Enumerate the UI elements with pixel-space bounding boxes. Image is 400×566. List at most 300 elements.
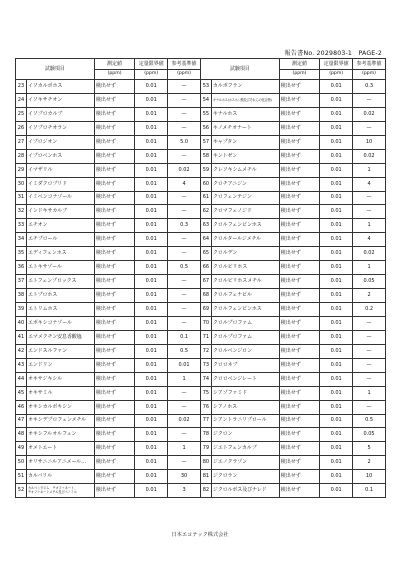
unit-label: (ppm) <box>353 70 386 80</box>
quantitation-limit: 0.01 <box>320 316 353 330</box>
item-number: 74 <box>200 372 211 386</box>
item-number: 48 <box>16 428 27 442</box>
measured-value: 検出せず <box>279 316 319 330</box>
table-row <box>16 400 386 414</box>
item-name: クロチアニジン <box>211 177 279 191</box>
measured-value: 検出せず <box>279 442 319 456</box>
reference-standard: 0.3 <box>353 80 386 94</box>
item-name: シアノホス <box>211 400 279 414</box>
quantitation-limit: 0.01 <box>135 289 168 303</box>
quantitation-limit: 0.01 <box>320 135 353 149</box>
item-number: 28 <box>16 149 27 163</box>
item-name: シアントラニリプロール <box>211 414 279 428</box>
quantitation-limit: 0.01 <box>135 135 168 149</box>
table-row <box>16 456 386 470</box>
item-number: 78 <box>200 428 211 442</box>
quantitation-limit: 0.01 <box>135 107 168 121</box>
quantitation-limit: 0.01 <box>320 289 353 303</box>
measured-value: 検出せず <box>279 470 319 484</box>
quantitation-limit: 0.01 <box>320 219 353 233</box>
item-name: エポキシコナゾール <box>26 316 94 330</box>
table-row <box>16 219 386 233</box>
item-name: イミダクロプリド <box>26 177 94 191</box>
reference-standard: — <box>168 121 201 135</box>
quantitation-limit: 0.01 <box>320 330 353 344</box>
item-name: オキサジキシル <box>26 372 94 386</box>
quantitation-limit: 0.01 <box>320 233 353 247</box>
reference-standard: 0.02 <box>353 107 386 121</box>
measured-value: 検出せず <box>94 247 134 261</box>
measured-value: 検出せず <box>94 470 134 484</box>
item-name: オメトエート <box>26 442 94 456</box>
table-row <box>16 303 386 317</box>
quantitation-limit: 0.01 <box>135 247 168 261</box>
item-number: 37 <box>16 275 27 289</box>
item-name: クロルタールジメチル <box>211 233 279 247</box>
table-row <box>16 247 386 261</box>
measured-value: 検出せず <box>279 163 319 177</box>
quantitation-limit: 0.01 <box>135 400 168 414</box>
item-number: 42 <box>16 344 27 358</box>
item-number: 30 <box>16 177 27 191</box>
quantitation-limit: 0.01 <box>135 344 168 358</box>
reference-standard: — <box>353 93 386 107</box>
item-name: エトフェンプロックス <box>26 275 94 289</box>
item-number: 43 <box>16 358 27 372</box>
item-name-line1: カルベンダジム、チオファネート、 <box>27 485 77 490</box>
item-number: 59 <box>200 163 211 177</box>
quantitation-limit: 0.01 <box>320 372 353 386</box>
quantitation-limit: 0.01 <box>135 275 168 289</box>
item-number: 51 <box>16 470 27 484</box>
measured-value: 検出せず <box>94 400 134 414</box>
quantitation-limit: 0.01 <box>320 358 353 372</box>
reference-standard: — <box>353 358 386 372</box>
reference-standard: — <box>168 205 201 219</box>
company-name: 日本エコテック株式会社 <box>171 532 229 538</box>
header-standard-right: 参考基準値 <box>353 59 386 70</box>
measured-value: 検出せず <box>94 414 134 428</box>
item-number: 39 <box>16 303 27 317</box>
item-name: クレソキシムメチル <box>211 163 279 177</box>
item-name: ジクロラン <box>211 470 279 484</box>
item-name: クロルデン <box>211 247 279 261</box>
reference-standard: 4 <box>353 233 386 247</box>
quantitation-limit: 0.01 <box>320 163 353 177</box>
quantitation-limit: 0.01 <box>320 275 353 289</box>
item-number: 36 <box>16 261 27 275</box>
measured-value: 検出せず <box>279 219 319 233</box>
item-name: クロロベンジレート <box>211 372 279 386</box>
item-number: 64 <box>200 233 211 247</box>
quantitation-limit: 0.01 <box>135 205 168 219</box>
item-name: エチプロール <box>26 233 94 247</box>
report-number: 報告書No. 2029803-1 PAGE-2 <box>284 50 382 57</box>
item-name: クロルベンジロン <box>211 344 279 358</box>
item-name: キャプタン <box>211 135 279 149</box>
measured-value: 検出せず <box>94 442 134 456</box>
quantitation-limit: 0.01 <box>320 149 353 163</box>
measured-value: 検出せず <box>94 80 134 94</box>
reference-standard: — <box>168 275 201 289</box>
measured-value: 検出せず <box>279 428 319 442</box>
item-name: エンドスルファン <box>26 344 94 358</box>
reference-standard: 1 <box>168 372 201 386</box>
item-number: 68 <box>200 289 211 303</box>
item-name: オリサニニルアニメール… <box>26 456 94 470</box>
item-name: エチオン <box>26 219 94 233</box>
item-number: 72 <box>200 344 211 358</box>
measured-value: 検出せず <box>94 219 134 233</box>
item-number: 46 <box>16 400 27 414</box>
item-number: 31 <box>16 191 27 205</box>
table-row <box>16 442 386 456</box>
item-number: 61 <box>200 191 211 205</box>
item-name: キントゼン <box>211 149 279 163</box>
measured-value: 検出せず <box>279 233 319 247</box>
item-number: 69 <box>200 303 211 317</box>
measured-value: 検出せず <box>279 414 319 428</box>
item-name: ジクロルボス及びナレド <box>211 484 279 498</box>
item-number: 54 <box>200 93 211 107</box>
measured-value: 検出せず <box>279 275 319 289</box>
table-row <box>16 233 386 247</box>
item-name: クロルフェンビンホス <box>211 219 279 233</box>
reference-standard: — <box>353 372 386 386</box>
item-number: 41 <box>16 330 27 344</box>
measured-value: 検出せず <box>279 303 319 317</box>
reference-standard: 5.0 <box>168 135 201 149</box>
table-row <box>16 289 386 303</box>
reference-standard: 4 <box>168 177 201 191</box>
table-row <box>16 386 386 400</box>
item-number: 27 <box>16 135 27 149</box>
table-row <box>16 275 386 289</box>
item-name: オキサミル <box>26 386 94 400</box>
measured-value: 検出せず <box>279 289 319 303</box>
item-name: クロルフェナピル <box>211 289 279 303</box>
reference-standard: — <box>353 205 386 219</box>
header-result-right: 測定値 <box>279 59 319 70</box>
quantitation-limit: 0.01 <box>135 484 168 498</box>
item-name: クロルフェンビンホス <box>211 303 279 317</box>
quantitation-limit: 0.01 <box>320 205 353 219</box>
table-row <box>16 80 386 94</box>
item-number: 66 <box>200 261 211 275</box>
quantitation-limit: 0.01 <box>320 386 353 400</box>
reference-standard: 0.5 <box>353 414 386 428</box>
measured-value: 検出せず <box>279 135 319 149</box>
quantitation-limit: 0.01 <box>320 456 353 470</box>
measured-value: 検出せず <box>94 372 134 386</box>
quantitation-limit: 0.01 <box>135 177 168 191</box>
table-row <box>16 414 386 428</box>
quantitation-limit: 0.01 <box>320 442 353 456</box>
item-number: 53 <box>200 80 211 94</box>
reference-standard: — <box>168 107 201 121</box>
table-row <box>16 93 386 107</box>
measured-value: 検出せず <box>279 372 319 386</box>
item-number: 56 <box>200 121 211 135</box>
quantitation-limit: 0.01 <box>320 93 353 107</box>
item-number: 26 <box>16 121 27 135</box>
item-name: イマザリル <box>26 163 94 177</box>
item-number: 25 <box>16 107 27 121</box>
item-number: 60 <box>200 177 211 191</box>
reference-standard: 5 <box>353 442 386 456</box>
measured-value: 検出せず <box>279 247 319 261</box>
measured-value: 検出せず <box>279 107 319 121</box>
quantitation-limit: 0.01 <box>135 93 168 107</box>
measured-value: 検出せず <box>94 93 134 107</box>
reference-standard: 3 <box>168 484 201 498</box>
table-row <box>16 428 386 442</box>
item-name: カルバリル <box>26 470 94 484</box>
quantitation-limit: 0.01 <box>135 330 168 344</box>
unit-label: (ppm) <box>94 70 134 80</box>
item-number: 35 <box>16 247 27 261</box>
measured-value: 検出せず <box>94 386 134 400</box>
reference-standard: — <box>168 93 201 107</box>
quantitation-limit: 0.01 <box>320 344 353 358</box>
table-row <box>16 484 386 498</box>
quantitation-limit: 0.01 <box>135 163 168 177</box>
item-name: キノメチオナート <box>211 121 279 135</box>
item-name: イプロジオン <box>26 135 94 149</box>
measured-value: 検出せず <box>279 484 319 498</box>
header-standard-left: 参考基準値 <box>168 59 201 70</box>
item-number: 47 <box>16 414 27 428</box>
item-name <box>26 484 94 498</box>
unit-label: (ppm) <box>320 70 353 80</box>
measured-value: 検出せず <box>279 330 319 344</box>
quantitation-limit: 0.01 <box>135 372 168 386</box>
measured-value: 検出せず <box>94 275 134 289</box>
reference-standard: — <box>168 80 201 94</box>
item-name: オキシデプロフェンメチル <box>26 414 94 428</box>
quantitation-limit: 0.01 <box>135 261 168 275</box>
item-name: ジクロン <box>211 428 279 442</box>
quantitation-limit: 0.01 <box>135 80 168 94</box>
table-row <box>16 372 386 386</box>
measured-value: 検出せず <box>94 261 134 275</box>
measured-value: 検出せず <box>279 205 319 219</box>
reference-standard: — <box>168 303 201 317</box>
measured-value: 検出せず <box>94 121 134 135</box>
measured-value: 検出せず <box>94 428 134 442</box>
measured-value: 検出せず <box>279 386 319 400</box>
measured-value: 検出せず <box>279 358 319 372</box>
quantitation-limit: 0.01 <box>320 470 353 484</box>
item-name: イソキサチオン <box>26 93 94 107</box>
item-name: クロルピリホス <box>211 261 279 275</box>
table-row <box>16 177 386 191</box>
reference-standard: — <box>168 428 201 442</box>
quantitation-limit: 0.01 <box>320 303 353 317</box>
measured-value: 検出せず <box>94 456 134 470</box>
item-name: キナルホス <box>211 107 279 121</box>
item-name: イソプロカルブ <box>26 107 94 121</box>
item-number: 34 <box>16 233 27 247</box>
measured-value: 検出せず <box>94 163 134 177</box>
item-number: 52 <box>16 484 27 498</box>
quantitation-limit: 0.01 <box>320 191 353 205</box>
measured-value: 検出せず <box>279 149 319 163</box>
measured-value: 検出せず <box>94 233 134 247</box>
measured-value: 検出せず <box>94 316 134 330</box>
measured-value: 検出せず <box>94 107 134 121</box>
reference-standard: 30 <box>168 470 201 484</box>
measured-value: 検出せず <box>279 344 319 358</box>
reference-standard: 1 <box>353 261 386 275</box>
item-name: クロルプロファム <box>211 316 279 330</box>
table-row <box>16 107 386 121</box>
item-name: キナルホス(ホスホン酸及びそれらの化合物) <box>211 93 279 107</box>
unit-label: (ppm) <box>135 70 168 80</box>
reference-standard: 0.5 <box>168 344 201 358</box>
quantitation-limit: 0.01 <box>135 303 168 317</box>
item-name: オキシフルオルフェン <box>26 428 94 442</box>
item-number: 40 <box>16 316 27 330</box>
item-name: クロルプロファム <box>211 330 279 344</box>
item-number: 24 <box>16 93 27 107</box>
item-number: 71 <box>200 330 211 344</box>
item-name: クロロネブ <box>211 358 279 372</box>
header-limit-left: 定量限界値 <box>135 59 168 70</box>
measured-value: 検出せず <box>94 205 134 219</box>
quantitation-limit: 0.01 <box>135 414 168 428</box>
item-name: イソカルボホス <box>26 80 94 94</box>
reference-standard: — <box>168 400 201 414</box>
item-number: 80 <box>200 456 211 470</box>
item-name: エマメクチン安息香酸塩 <box>26 330 94 344</box>
item-name: エトプロホス <box>26 289 94 303</box>
header-limit-right: 定量限界値 <box>320 59 353 70</box>
quantitation-limit: 0.01 <box>135 233 168 247</box>
item-name: クロマフェノジド <box>211 205 279 219</box>
reference-standard: 10 <box>353 470 386 484</box>
item-name: クロルピリホスメチル <box>211 275 279 289</box>
reference-standard: 1 <box>353 219 386 233</box>
item-number: 82 <box>200 484 211 498</box>
results-table <box>15 58 386 498</box>
reference-standard: 0.02 <box>353 247 386 261</box>
quantitation-limit: 0.01 <box>320 247 353 261</box>
measured-value: 検出せず <box>279 177 319 191</box>
quantitation-limit: 0.01 <box>135 358 168 372</box>
item-number: 44 <box>16 372 27 386</box>
measured-value: 検出せず <box>94 358 134 372</box>
quantitation-limit: 0.01 <box>320 80 353 94</box>
table-row <box>16 261 386 275</box>
reference-standard: 0.1 <box>168 330 201 344</box>
measured-value: 検出せず <box>279 400 319 414</box>
reference-standard: 0.05 <box>353 275 386 289</box>
item-name: エトキサゾール <box>26 261 94 275</box>
table-row <box>16 135 386 149</box>
measured-value: 検出せず <box>279 191 319 205</box>
item-name: イプロベンホス <box>26 149 94 163</box>
measured-value: 検出せず <box>94 149 134 163</box>
reference-standard: — <box>168 316 201 330</box>
item-number: 67 <box>200 275 211 289</box>
measured-value: 検出せず <box>94 135 134 149</box>
item-name: インドキサカルブ <box>26 205 94 219</box>
quantitation-limit: 0.01 <box>320 400 353 414</box>
measured-value: 検出せず <box>94 177 134 191</box>
table-row <box>16 149 386 163</box>
item-name: クロフェンテジン <box>211 191 279 205</box>
item-number: 77 <box>200 414 211 428</box>
quantitation-limit: 0.01 <box>320 428 353 442</box>
quantitation-limit: 0.01 <box>320 484 353 498</box>
item-number: 70 <box>200 316 211 330</box>
quantitation-limit: 0.01 <box>320 414 353 428</box>
item-name-line2: チオファネートメチル及びベノミル <box>27 489 77 494</box>
quantitation-limit: 0.01 <box>135 316 168 330</box>
item-name: カルボフラン <box>211 80 279 94</box>
item-name: エディフェンホス <box>26 247 94 261</box>
table-row <box>16 344 386 358</box>
item-name: エンドリン <box>26 358 94 372</box>
reference-standard: 0.02 <box>168 414 201 428</box>
measured-value: 検出せず <box>94 303 134 317</box>
table-row <box>16 358 386 372</box>
item-number: 32 <box>16 205 27 219</box>
table-row <box>16 163 386 177</box>
item-number: 23 <box>16 80 27 94</box>
table-row <box>16 330 386 344</box>
measured-value: 検出せず <box>94 344 134 358</box>
reference-standard: — <box>168 289 201 303</box>
measured-value: 検出せず <box>94 191 134 205</box>
quantitation-limit: 0.01 <box>135 442 168 456</box>
reference-standard: — <box>353 121 386 135</box>
measured-value: 検出せず <box>94 289 134 303</box>
measured-value: 検出せず <box>279 80 319 94</box>
results-body <box>16 80 386 498</box>
header-result-left: 測定値 <box>94 59 134 70</box>
item-number: 63 <box>200 219 211 233</box>
quantitation-limit: 0.01 <box>320 177 353 191</box>
item-number: 55 <box>200 107 211 121</box>
item-name: エトリムホス <box>26 303 94 317</box>
header-item-left: 試験項目 <box>16 59 95 80</box>
reference-standard: 0.02 <box>353 149 386 163</box>
item-number: 57 <box>200 135 211 149</box>
measured-value: 検出せず <box>279 121 319 135</box>
table-row <box>16 470 386 484</box>
header-item-right: 試験項目 <box>200 59 279 80</box>
reference-standard: — <box>168 386 201 400</box>
quantitation-limit: 0.01 <box>135 191 168 205</box>
quantitation-limit: 0.01 <box>135 428 168 442</box>
reference-standard: — <box>353 344 386 358</box>
quantitation-limit: 0.01 <box>135 386 168 400</box>
item-number: 50 <box>16 456 27 470</box>
table-row <box>16 191 386 205</box>
reference-standard: 0.02 <box>168 163 201 177</box>
reference-standard: — <box>353 316 386 330</box>
quantitation-limit: 0.01 <box>320 121 353 135</box>
unit-label: (ppm) <box>279 70 319 80</box>
reference-standard: — <box>168 456 201 470</box>
reference-standard: 0.01 <box>168 358 201 372</box>
reference-standard: 1 <box>168 442 201 456</box>
item-number: 75 <box>200 386 211 400</box>
item-name: イミベンコナゾール <box>26 191 94 205</box>
item-number: 73 <box>200 358 211 372</box>
